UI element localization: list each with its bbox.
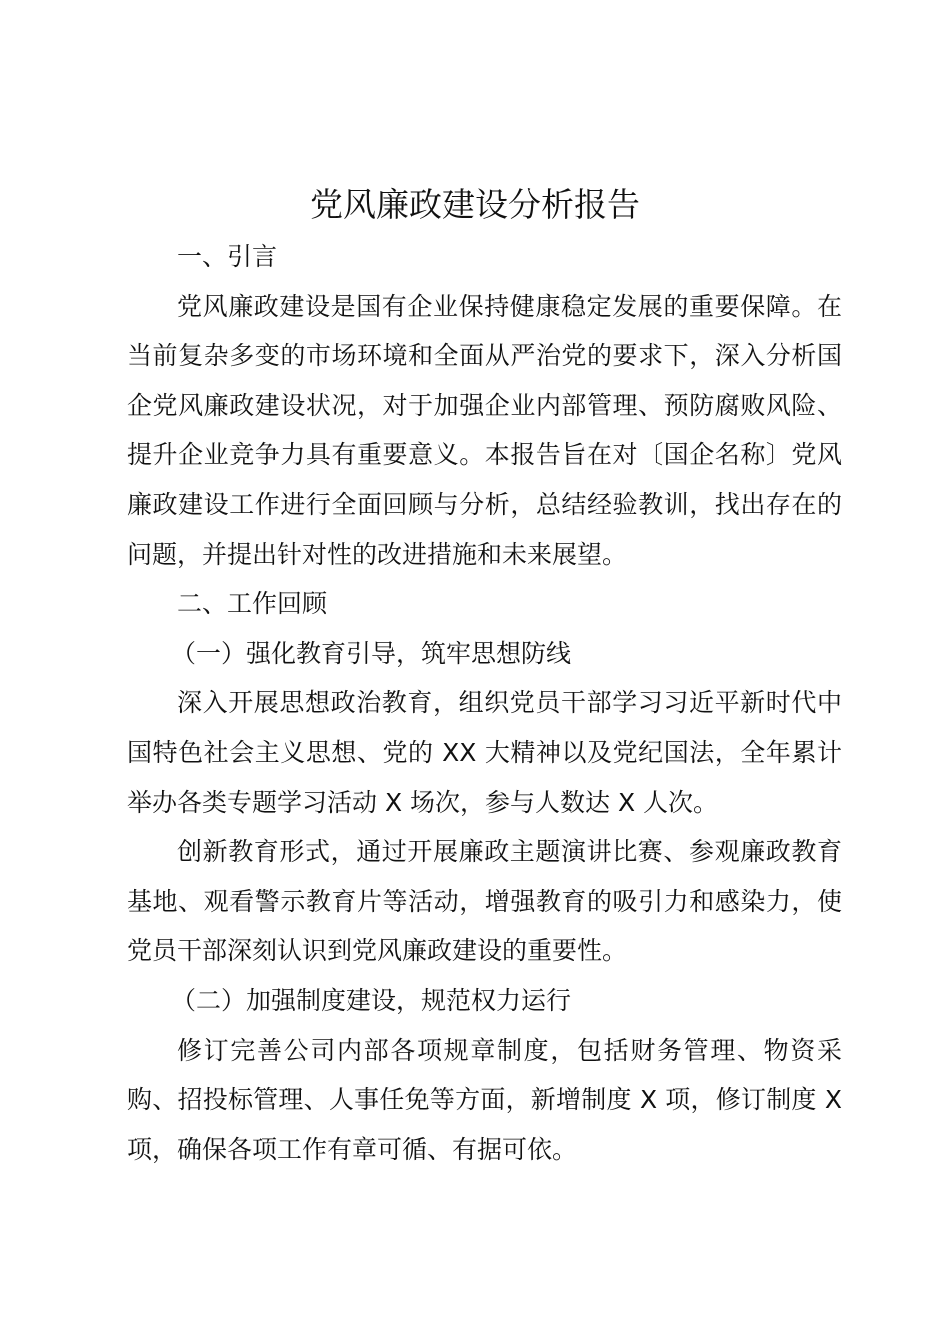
education-paragraph-1: 深入开展思想政治教育，组织党员干部学习习近平新时代中国特色社会主义思想、党的 XX 大精神以及党纪国法，全年累计举办各类专题学习活动 X 场次，参与人数达 X 人次。: [127, 688, 842, 817]
institution-paragraph-1: 修订完善公司内部各项规章制度，包括财务管理、物资采购、招投标管理、人事任免等方面，新增制度 X 项，修订制度 X 项，确保各项工作有章可循、有据可依。: [127, 1035, 842, 1164]
introduction-paragraph: 党风廉政建设是国有企业保持健康稳定发展的重要保障。在当前复杂多变的市场环境和全面从严治党的要求下，深入分析国企党风廉政建设状况，对于加强企业内部管理、预防腐败风险、提升企业竞争力具有重要意义。本报告旨在对〔国企名称〕党风廉政建设工作进行全面回顾与分析，总结经验教训，找出存在的问题，并提出针对性的改进措施和未来展望。: [127, 291, 842, 569]
document-body: [127, 232, 842, 1174]
document-title: 党风廉政建设分析报告: [310, 185, 640, 224]
section-heading-work-review: 二、工作回顾: [177, 589, 328, 619]
subsection-heading-institution: （二）加强制度建设，规范权力运行: [171, 985, 572, 1015]
subsection-heading-education: （一）强化教育引导，筑牢思想防线: [171, 638, 572, 668]
section-heading-introduction: 一、引言: [177, 242, 278, 271]
education-paragraph-2: 创新教育形式，通过开展廉政主题演讲比赛、参观廉政教育基地、观看警示教育片等活动，增强教育的吸引力和感染力，使党员干部深刻认识到党风廉政建设的重要性。: [127, 837, 842, 966]
